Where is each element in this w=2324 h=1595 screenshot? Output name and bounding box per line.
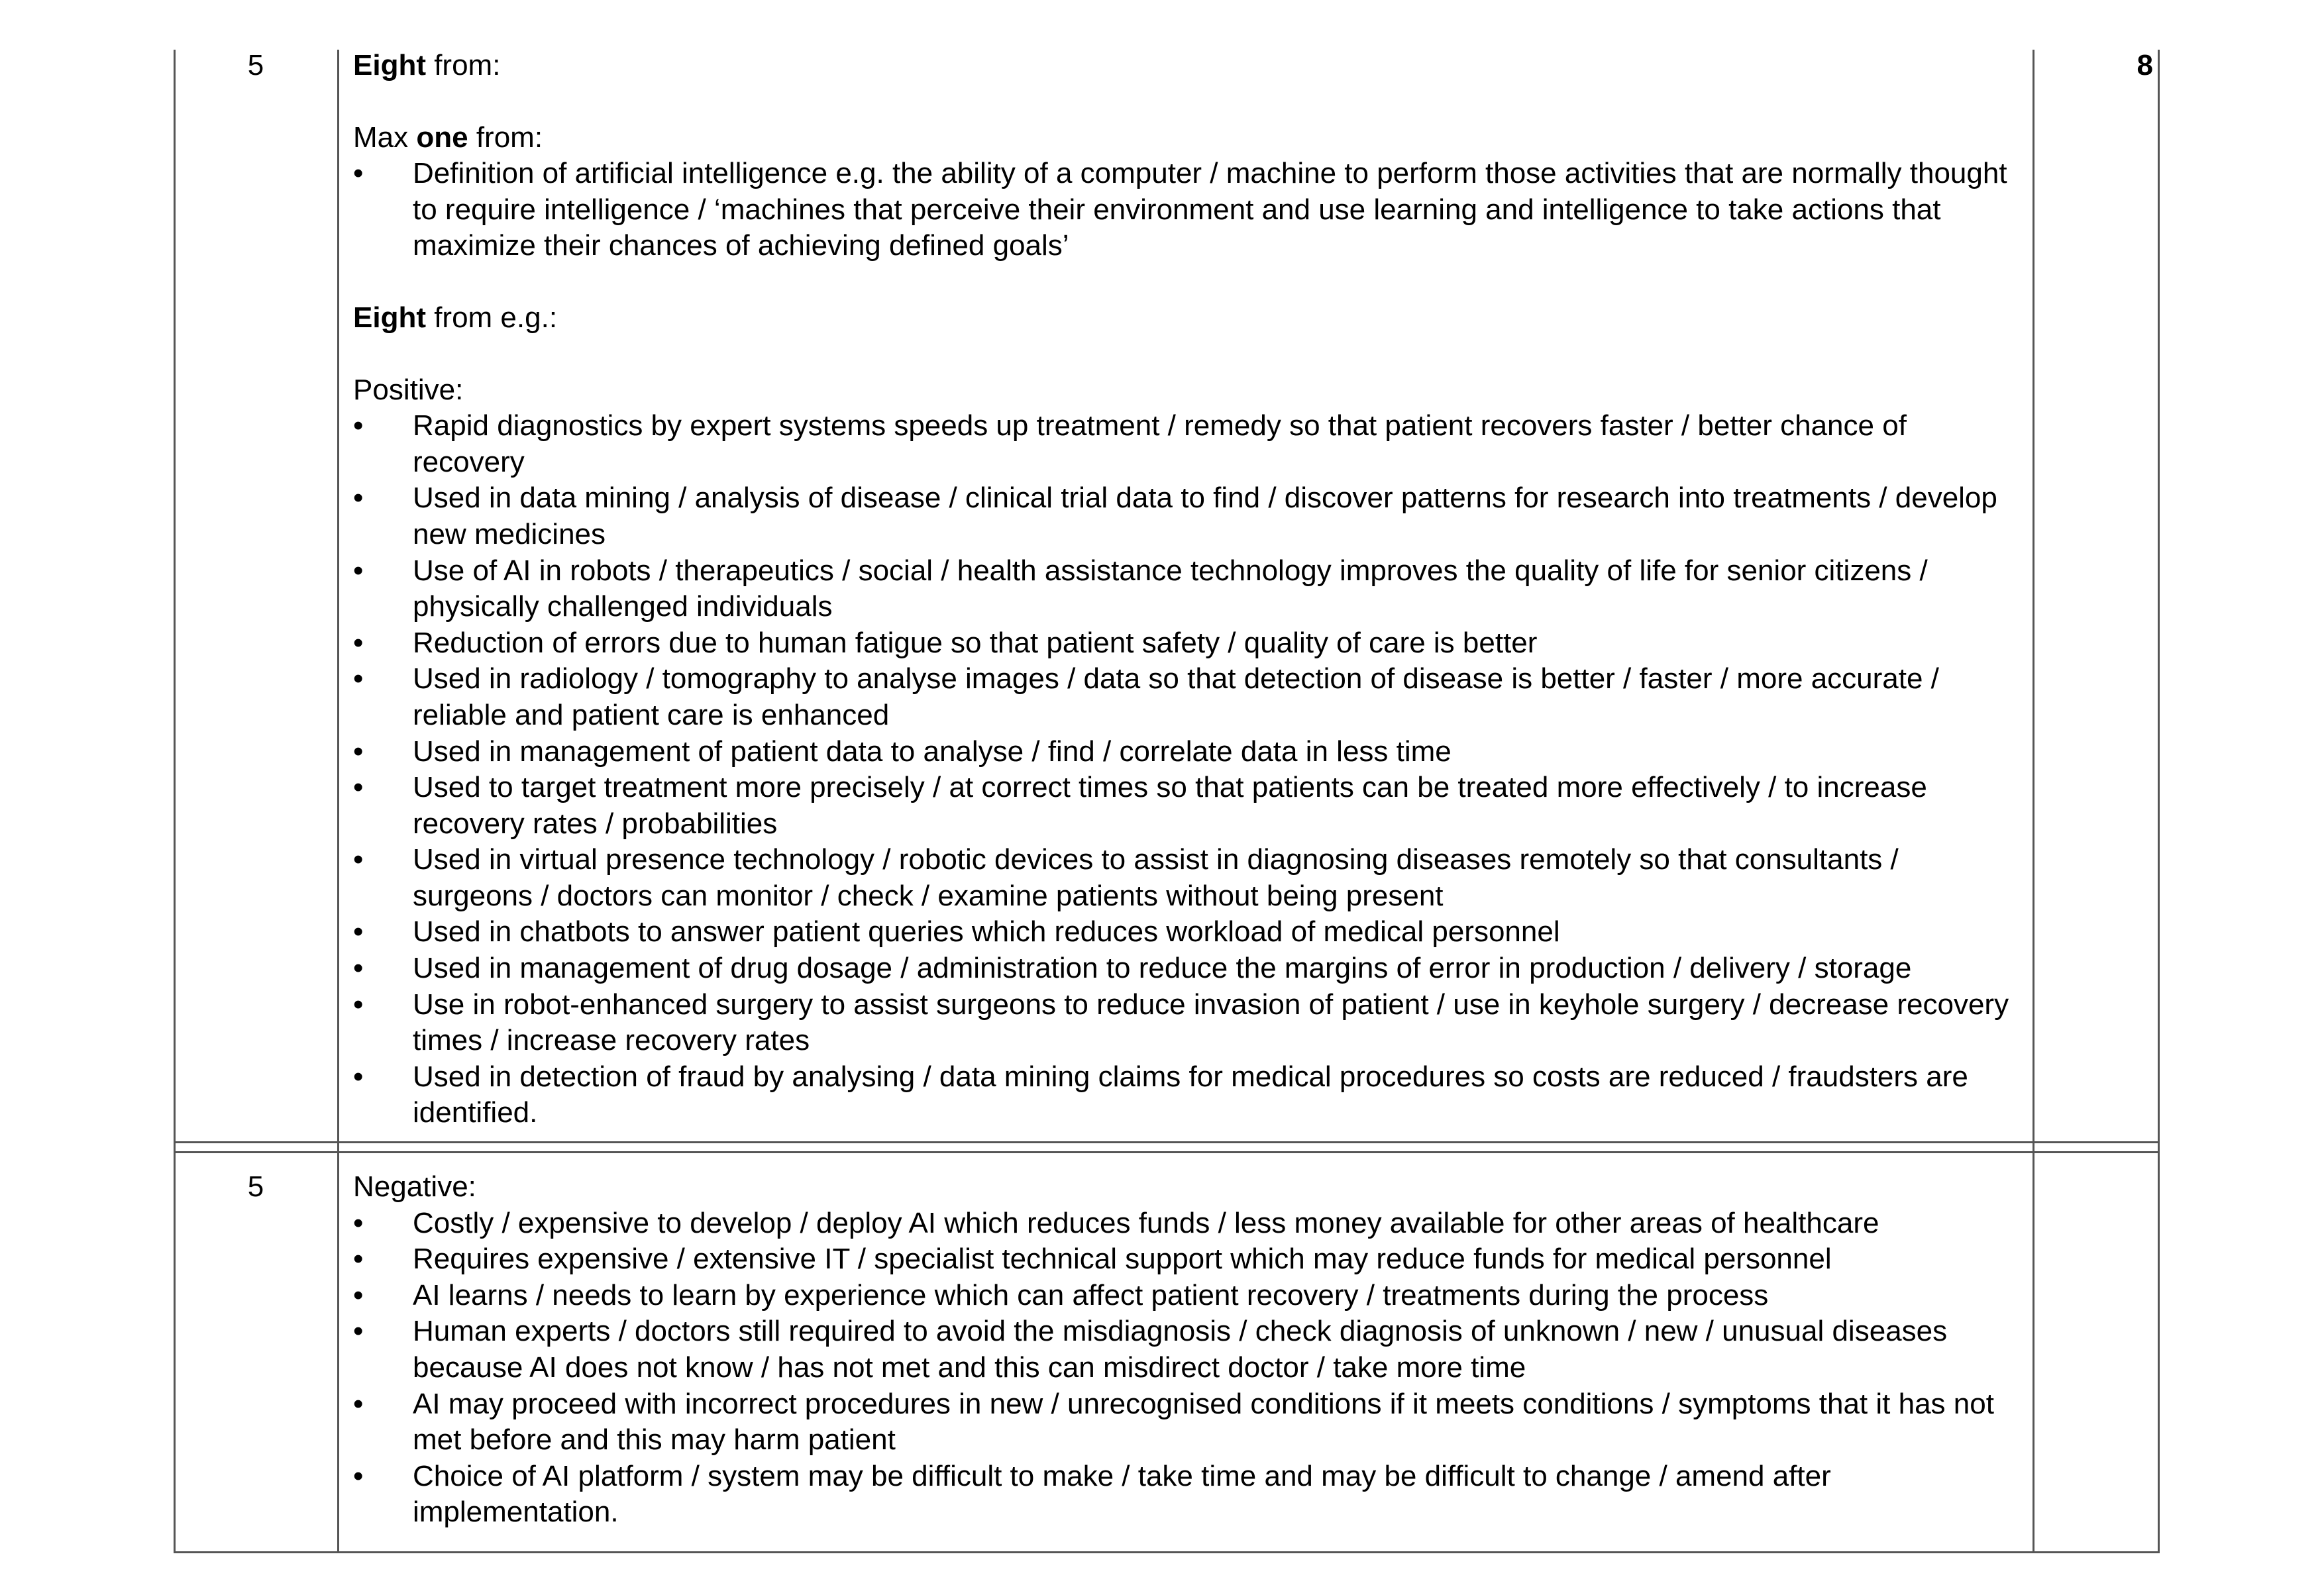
bullet-icon: • bbox=[353, 1206, 364, 1239]
bullet-icon: • bbox=[353, 482, 364, 515]
list-item-text: Definition of artificial intelligence e.g. the ability of a computer / machine to perform those activities that are normally thought to require intelligence / ‘machines that perceive their environment and use learning and intelligence to take actions that maximize their chances of achieving defined goals’ bbox=[413, 157, 2007, 262]
bullet-icon: • bbox=[353, 157, 364, 190]
list-item bbox=[353, 408, 2023, 480]
intro-line bbox=[353, 48, 2023, 84]
list-item-text: Used in chatbots to answer patient queries which reduces workload of medical personnel bbox=[413, 915, 1560, 949]
list-item bbox=[353, 1206, 2023, 1242]
list-item bbox=[353, 1278, 2023, 1314]
max-bold: one bbox=[416, 121, 468, 154]
bullet-icon: • bbox=[353, 1315, 364, 1348]
list-item-text: Reduction of errors due to human fatigue so that patient safety / quality of care is better bbox=[413, 626, 1538, 659]
bullet-icon: • bbox=[353, 771, 364, 804]
bullet-icon: • bbox=[353, 1278, 364, 1312]
negative-list bbox=[353, 1206, 2023, 1531]
bullet-icon: • bbox=[353, 843, 364, 876]
list-item-text: Used to target treatment more precisely / at correct times so that patients can be treated more effectively / to increase recovery rates / probabilities bbox=[413, 771, 1927, 840]
bullet-icon: • bbox=[353, 626, 364, 659]
eight-bold: Eight bbox=[353, 301, 426, 334]
table-border-bottom bbox=[174, 1551, 2160, 1553]
row-separator-bottom bbox=[174, 1151, 2160, 1153]
eight-from-line bbox=[353, 300, 2023, 336]
list-item bbox=[353, 842, 2023, 914]
bullet-icon: • bbox=[353, 409, 364, 442]
list-item-text: Use in robot-enhanced surgery to assist surgeons to reduce invasion of patient / use in keyhole surgery / decrease recovery times / increase recovery rates bbox=[413, 988, 2009, 1057]
list-item-text: Rapid diagnostics by expert systems speeds up treatment / remedy so that patient recovers faster / better chance of recovery bbox=[413, 409, 1907, 478]
list-item bbox=[353, 770, 2023, 842]
max-pre: Max bbox=[353, 121, 417, 154]
bullet-icon: • bbox=[353, 915, 364, 949]
list-item bbox=[353, 661, 2023, 733]
list-item bbox=[353, 156, 2023, 264]
bullet-icon: • bbox=[353, 554, 364, 587]
max-one-line bbox=[353, 120, 2023, 156]
list-item-text: AI may proceed with incorrect procedures in new / unrecognised conditions if it meets conditions / symptoms that it has not met before and this may harm patient bbox=[413, 1387, 1994, 1457]
list-item bbox=[353, 480, 2023, 552]
list-item-text: Used in virtual presence technology / robotic devices to assist in diagnosing diseases remotely so that consultants / surgeons / doctors can monitor / check / examine patients without being present bbox=[413, 843, 1899, 912]
list-item-text: Used in radiology / tomography to analyse images / data so that detection of disease is better / faster / more accurate / reliable and patient care is enhanced bbox=[413, 662, 1939, 731]
positive-list bbox=[353, 408, 2023, 1131]
row-separator-top bbox=[174, 1141, 2160, 1143]
list-item bbox=[353, 553, 2023, 625]
list-item bbox=[353, 1459, 2023, 1531]
question-number: 5 bbox=[247, 49, 264, 81]
table-divider-question bbox=[337, 50, 339, 1553]
bullet-icon: • bbox=[353, 662, 364, 695]
list-item-text: Choice of AI platform / system may be difficult to make / take time and may be difficult to change / amend after implementation. bbox=[413, 1459, 1831, 1529]
bullet-icon: • bbox=[353, 1060, 364, 1093]
list-item bbox=[353, 951, 2023, 987]
bullet-icon: • bbox=[353, 1243, 364, 1276]
list-item bbox=[353, 1313, 2023, 1386]
list-item-text: Requires expensive / extensive IT / specialist technical support which may reduce funds for medical personnel bbox=[413, 1243, 1832, 1276]
table-divider-marks bbox=[2033, 50, 2034, 1553]
bullet-icon: • bbox=[353, 1459, 364, 1492]
definition-list bbox=[353, 156, 2023, 264]
list-item bbox=[353, 1059, 2023, 1131]
list-item bbox=[353, 914, 2023, 951]
table-border-left bbox=[174, 50, 176, 1553]
list-item-text: Human experts / doctors still required to avoid the misdiagnosis / check diagnosis of unknown / new / unusual diseases because AI does not know / has not met and this can misdirect doctor / take more time bbox=[413, 1315, 1948, 1384]
table-border-right bbox=[2158, 50, 2160, 1553]
list-item bbox=[353, 625, 2023, 662]
list-item bbox=[353, 1386, 2023, 1459]
negative-heading: Negative: bbox=[353, 1170, 476, 1203]
list-item-text: Use of AI in robots / therapeutics / social / health assistance technology improves the quality of life for senior citizens / physically challenged individuals bbox=[413, 554, 1928, 623]
list-item-text: Used in management of patient data to analyse / find / correlate data in less time bbox=[413, 735, 1452, 768]
bullet-icon: • bbox=[353, 735, 364, 768]
list-item bbox=[353, 987, 2023, 1059]
question-number-continued: 5 bbox=[247, 1170, 264, 1203]
list-item-text: Used in management of drug dosage / administration to reduce the margins of error in production / delivery / storage bbox=[413, 952, 1912, 985]
marks-total: 8 bbox=[2137, 49, 2153, 81]
list-item-text: Used in detection of fraud by analysing / data mining claims for medical procedures so costs are reduced / fraudsters are identified. bbox=[413, 1060, 1968, 1129]
list-item bbox=[353, 1241, 2023, 1278]
bullet-icon: • bbox=[353, 988, 364, 1021]
bullet-icon: • bbox=[353, 1387, 364, 1420]
list-item bbox=[353, 734, 2023, 770]
list-item-text: Costly / expensive to develop / deploy AI which reduces funds / less money available for other areas of healthcare bbox=[413, 1206, 1879, 1239]
bullet-icon: • bbox=[353, 952, 364, 985]
answer-cell-positive bbox=[353, 48, 2023, 1131]
answer-cell-negative bbox=[353, 1169, 2023, 1531]
max-rest: from: bbox=[468, 121, 543, 154]
list-item-text: Used in data mining / analysis of disease / clinical trial data to find / discover patterns for research into treatments / develop new medicines bbox=[413, 482, 1997, 550]
positive-heading: Positive: bbox=[353, 373, 464, 406]
list-item-text: AI learns / needs to learn by experience which can affect patient recovery / treatments during the process bbox=[413, 1278, 1769, 1312]
intro-rest: from: bbox=[425, 49, 501, 81]
intro-bold: Eight bbox=[353, 49, 426, 81]
eight-rest: from e.g.: bbox=[425, 301, 558, 334]
